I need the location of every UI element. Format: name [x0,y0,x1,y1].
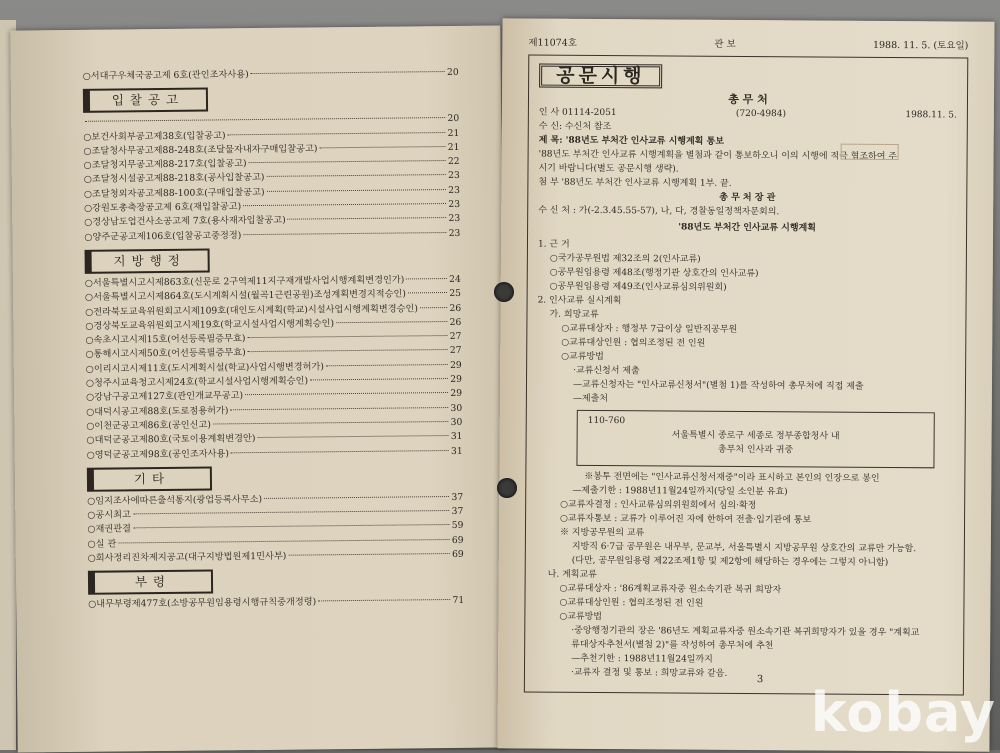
body-line: 첨 부 '88년도 부처간 인사교류 시행계획 1부. 끝. [538,177,732,189]
leader-dots [248,349,448,352]
received-stamp [841,144,899,160]
plan-line: ·중앙행정기관의 장은 '86년도 계획교류자중 원소속기관 복귀희망자가 있을 경우 "계획교 [571,625,920,639]
toc-page-number: 29 [450,373,462,386]
toc-page-number: 69 [451,548,464,561]
toc-page-number: 24 [449,273,461,285]
plan-line: 지방직 6·7급 공무원은 내무부, 문교부, 서울특별시 지방공무원 상호간의 교류만 가능함. [571,541,917,555]
toc-entry-title: ○통해시고시제50호(어선등록필증무효) [85,347,246,361]
leader-dots [243,232,446,235]
left-page [10,25,508,752]
address-line: 서울특별시 종로구 세종로 정부종합청사 내 [671,430,840,442]
body-line: '88년도 부처간 인사교류 시행계획을 별첨과 같이 통보하오니 이의 시행에 적극 협조하여 주 [538,149,898,163]
leader-dots [230,407,448,410]
toc-page-number: 30 [450,416,463,428]
toc-entry-title: ○조달청사무공고제88-248호(조달물자내자구매입찰공고) [83,143,318,157]
toc-entry-title: ○실 관 [87,538,117,550]
right-page [497,18,994,751]
leader-dots [336,321,448,323]
leader-dots [310,378,448,380]
section-heading: 지방행정 [85,248,210,273]
plan-line: ·교류신청서 제출 [573,365,640,377]
toc-entry-title: ○회사정리진차제지공고(대구지방법원제1민사부) [87,550,287,564]
toc-entry [88,594,464,612]
binding-hole [494,282,514,302]
toc-entry [88,548,464,566]
plan-section-2 [535,470,954,683]
address-line: 110-760 [587,415,626,427]
toc-entry-title: ○보건사회부공고제38호(입찰공고) [83,129,226,143]
toc-page-number: 23 [448,184,460,196]
toc-entry-title: ○조달청외자공고제88-100호(구매입찰공고) [83,186,265,200]
document-frame [524,54,968,695]
leader-dots [420,307,448,308]
plan-line: ※ 지방공무원의 교류 [559,527,645,539]
leader-dots [266,175,446,178]
section-heading: 기타 [87,466,212,491]
watermark-logo: kobay [810,681,996,744]
leader-dots [318,599,450,601]
toc-entry-title: ○양주군공고제106호(입찰공고중정정) [84,229,242,243]
leader-dots [247,335,447,338]
issue-number: 제11074호 [528,37,577,49]
toc-page-number: 27 [449,345,462,357]
toc-entry-title: ○강원도총축장공고제 6호(재입찰공고) [84,201,242,214]
leader-dots [264,496,449,499]
plan-line: ○교류자결정 : 인사교류심의위원회에서 심의·확정 [560,499,757,512]
plan-line: 가. 희망교류 [549,309,599,320]
plan-line: ○교류자통보 : 교류가 이루어진 자에 한하여 전출·입기관에 통보 [560,513,812,526]
toc-entry-title: ○재권관결 [87,523,132,536]
toc-page-number: 37 [451,505,464,518]
leader-dots [249,160,446,163]
section-heading: 부령 [88,570,213,595]
toc-page-number: 23 [448,213,461,225]
toc-page-number: 27 [449,331,462,343]
address-line: 총무처 인사과 귀중 [717,444,794,456]
plan-line: 2. 인사교류 실시계획 [537,295,622,307]
subject-line: 제 목: '88년도 부처간 인사교류 시행계획 통보 [538,135,724,147]
plan-line: 1. 근 거 [537,239,570,250]
toc-page-number: 26 [449,316,462,328]
body-line: 시기 바랍니다(별도 공문시행 생략). [538,163,679,175]
toc-page-number: 23 [448,227,461,239]
toc-page-number: 37 [451,491,464,503]
plan-line: (다만, 공무원임용령 제22조제1항 및 제2항에 해당하는 경우에는 그렇지 아니함) [571,555,889,568]
plan-line: ·교류자 결정 및 통보 : 희망교류와 같음. [570,667,728,679]
toc-entry-title: ○조달청지무공고제88-217호(입찰공고) [83,158,247,172]
toc-entry-title: ○이천군공고제86호(공인신고) [86,419,211,432]
plan-line: ○교류방법 [559,611,603,623]
plan-line: ○교류대상인원 : 협의조정된 전 인원 [561,337,706,349]
toc-entry-title: ○영덕군공고제98호(공인조자사용) [86,447,229,461]
leader-dots [228,132,446,135]
toc-page-number: 23 [448,170,460,182]
toc-page-number: 20 [446,66,459,79]
leader-dots [251,71,445,74]
section-heading: 입찰공고 [83,88,208,113]
document-date: 1988.11. 5. [905,110,957,121]
title-box: 공문시행 [539,64,663,89]
toc-page-number: 59 [451,520,464,532]
plan-line: —교류신청자는 "인사교류신청서"(별첨 1)를 작성하여 총무처에 직접 제출 [572,379,864,392]
toc-page-number: 69 [451,534,464,546]
toc-entry-title: ○서울특별시고시제864호(도시계획시설(월곡1근린공원)조성계획변경지적승인) [84,288,406,304]
ministry-name: 총 무 처 [728,92,768,107]
plan-section-1 [537,238,956,409]
leader-dots [288,553,450,556]
leader-dots [257,435,448,438]
leader-dots [408,292,447,293]
toc-entry-title: ○경상남도업건사소공고제 7호(용사재자입찰공고) [84,215,286,229]
leader-dots [243,203,446,206]
leader-dots [245,392,448,395]
toc-entry-title: ○대덕시공고제88호(도로점용허가) [86,404,229,418]
toc-page-number: 71 [452,595,465,607]
toc-page-number: 25 [449,288,462,300]
toc-entry [83,66,459,84]
plan-line: ○교류대상인원 : 협의조정된 전 인원 [559,597,704,609]
toc-page-number: 26 [449,302,462,314]
plan-line: ○공무원임용령 제48조(행정기관 상호간의 인사교류) [549,267,759,280]
plan-line: ※봉투 전면에는 "인사교류신청서재중"이라 표시하고 본인의 인장으로 봉인 [584,471,880,484]
page-number: 3 [756,674,764,686]
toc-page-number: 21 [447,141,460,153]
toc-page-number: 29 [450,388,463,400]
issue-date: 1988. 11. 5. (토요일) [872,39,969,52]
leader-dots [213,421,449,424]
leader-dots [406,278,447,279]
leader-dots [85,117,445,122]
leader-dots [267,189,447,192]
plan-line: ○공무원임용령 제49조(인사교류심의위원회) [549,281,727,293]
toc-entry-title: ○속초시고시제15호(어선등록필증무효) [85,333,246,346]
toc-page-number: 29 [450,359,462,371]
sender-name: 총 무 처 장 관 [719,192,776,204]
page-header [528,36,968,53]
leader-dots [133,524,450,528]
leader-dots [118,539,450,543]
address-box [576,410,934,468]
phone-number: (720-4984) [735,108,787,120]
plan-line: —제출기한 : 1988년11월24일까지(당일 소인분 유효) [572,485,788,498]
toc-entry-title: ○내무부령제477호(소방공무원임용령시행규칙중개정령) [88,596,317,611]
document-id: 인 사 01114-2051 [538,107,617,119]
toc-entry-title: ○공시최고 [87,509,131,521]
toc-entry-title: ○강남구공고제127호(관인개교무공고) [86,390,244,404]
leader-dots [231,450,449,453]
toc-entry-title: ○조달청시설공고제88-218호(공사입찰공고) [83,172,265,186]
toc-entry-title: ○서울특별시고시제863호(신문로 2구역제11지구재개발사업시행계획변경인가) [84,274,405,289]
toc-entry [84,227,460,245]
toc-page-number: 23 [448,198,461,211]
plan-title: '88년도 부처간 인사교류 시행계획 [678,222,816,234]
toc-page-number: 31 [450,445,463,457]
toc-entry-title: ○경상북도교육위원회고시제19호(학교시설사업시행계획승인) [85,318,335,332]
leader-dots [133,510,450,514]
plan-line: ○교류방법 [561,351,604,363]
recipient-line: 수 신: 수신처 참조 [538,121,612,133]
toc-entry-title: ○서대구우체국공고제 6호(관인조자사용) [82,69,249,82]
toc-entry-title: ○대덕군공고제80호(국토이용계획변경안) [86,433,256,447]
plan-line: —추천기한 : 1988년11월24일까지 [571,653,713,665]
gazette-name: 관 보 [714,38,736,50]
toc-page-number: 21 [447,127,460,139]
toc-entry-title: ○이리시고시제11호(도시계획시설(학교)사업시행변경허가) [85,361,325,375]
toc-entry-title: ○청주시교육청고시제24호(학교시설사업시행계획승인) [85,375,309,389]
table-of-contents [83,66,465,613]
plan-line: 류대상자추천서(별첨 2)"를 작성하여 총무처에 추천 [571,639,774,652]
leader-dots [319,146,445,148]
binding-hole [497,478,517,498]
toc-page-number: 20 [447,113,460,125]
recipients-detail: 수 신 처 : 가(-2.3.45.55-57), 나, 다, 경찰동일정책자문회의. [538,205,780,218]
plan-line: ○국가공무원법 제32조의 2(인사교류) [549,253,701,265]
plan-line: 나. 계획교류 [547,569,597,580]
toc-entry-title: ○전라북도교육위원회고시제109호(대인도시계획(학교)시설사업시행계획변경승인) [85,302,419,318]
toc-entry-title: ○임지조사에따른출석통지(광업등록사무소) [87,493,263,507]
toc-page-number: 22 [447,156,460,168]
plan-line: ○교류대상자 : 행정부 7급이상 일반직공무원 [561,323,738,335]
toc-page-number: 30 [450,402,463,414]
toc-page-number: 31 [450,431,463,443]
plan-line: ○교류대상자 : '86계획교류자중 원소속기관 복귀 희망자 [559,583,782,596]
plan-line: —제출처 [572,393,609,405]
toc-entry [87,444,463,462]
leader-dots [326,364,448,366]
leader-dots [288,217,447,220]
